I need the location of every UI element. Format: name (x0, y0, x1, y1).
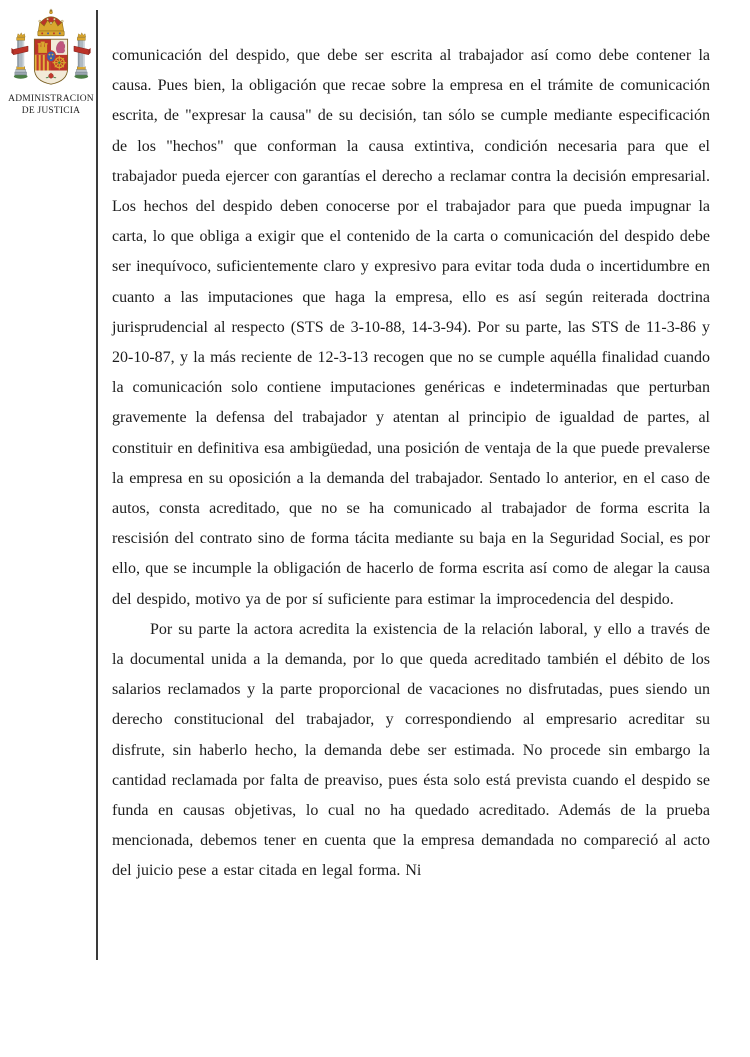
body-paragraph-2: Por su parte la actora acredita la existencia de la relación laboral, y ello a través de la documental unida a la demanda, por lo que queda acreditado también el débito de los salarios reclamados y la parte proporcional de vacaciones no disfrutadas, pues siendo un derecho constitucional del trabajador, y correspondiendo al empresario acreditar su disfrute, sin haberlo hecho, la demanda debe ser estimada. No procede sin embargo la cantidad reclamada por falta de preaviso, pues ésta solo está prevista cuando el despido se funda en causas objetivas, lo cual no ha quedado acreditado. Además de la prueba mencionada, debemos tener en cuenta que la empresa demandada no compareció al acto del juicio pese a estar citada en legal forma. Ni (112, 620, 710, 880)
left-pillar (11, 33, 28, 79)
spain-coat-of-arms-icon (4, 6, 98, 92)
org-name-line1: ADMINISTRACION (8, 94, 94, 104)
shield (34, 39, 67, 84)
org-name-line2: DE JUSTICIA (21, 105, 81, 116)
margin-divider-rule (96, 10, 98, 960)
body-paragraph-1: comunicación del despido, que debe ser escrita al trabajador así como debe contener la causa. Pues bien, la obligación que recae sobre la empresa en el trámite de comunicación escrita, de "expresar la causa" de su decisión, tan sólo se cumple mediante especificación de los "hechos" que conforman la causa extintiva, condición necesaria para que el trabajador pueda ejercer con garantías el derecho a reclamar contra la decisión empresarial. Los hechos del despido deben conocerse por el trabajador para que pueda impugnar la carta, lo que obliga a exigir que el contenido de la carta o comunicación del despido debe ser inequívoco, suficientemente claro y expresivo para evitar toda duda o incertidumbre en cuanto a las imputaciones que haga la empresa, ello es así según reiterada doctrina jurisprudencial al respecto (STS de 3-10-88, 14-3-94). Por su parte, las STS de 11-3-86 y 20-10-87, y la más reciente de 12-3-13 recogen que no se cumple aquélla finalidad cuando la comunicación solo contiene imputaciones genéricas e indeterminadas que perturban gravemente la defensa del trabajador y atentan al principio de igualdad de partes, al constituir en definitiva esa ambigüedad, una posición de ventaja de la que puede prevalerse la empresa en su oposición a la demanda del trabajador. Sentado lo anterior, en el caso de autos, consta acreditado, que no se ha comunicado al trabajador de forma escrita la rescisión del contrato sino de forma tácita mediante su baja en la Seguridad Social, es por ello, que se incumple la obligación de hacerlo de forma escrita así como de alegar la causa del despido, motivo ya de por sí suficiente para estimar la improcedencia del despido. (112, 47, 710, 608)
justice-administration-logo (2, 6, 100, 117)
royal-crown (38, 9, 64, 36)
right-pillar (74, 33, 91, 79)
document-body (112, 41, 710, 887)
